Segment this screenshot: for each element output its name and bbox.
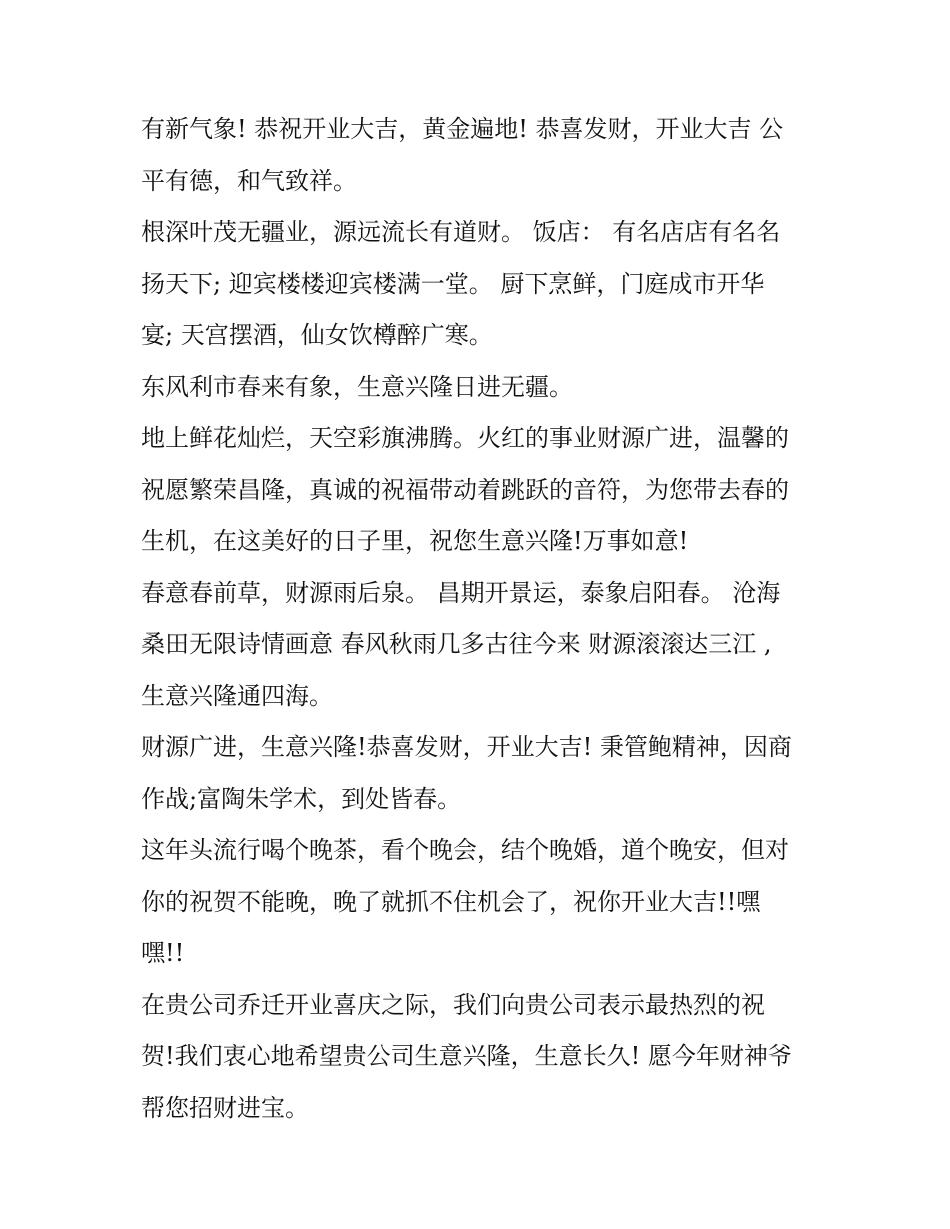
text-line: 宴; 天宫摆酒，仙女饮樽醉广寒。 (141, 321, 493, 349)
text-line: 地上鲜花灿烂，天空彩旗沸腾。火红的事业财源广进，温馨的 (141, 424, 789, 452)
paragraph-3 (141, 362, 821, 414)
text-line: 根深叶茂无疆业，源远流长有道财。 饭店： 有名店店有名名 (141, 218, 781, 246)
text-line: 生机，在这美好的日子里，祝您生意兴隆!万事如意! (141, 527, 689, 555)
text-line: 帮您招财进宝。 (141, 1093, 309, 1122)
text-line: 祝愿繁荣昌隆，真诚的祝福带动着跳跃的音符，为您带去春的 (141, 475, 789, 504)
paragraph-5 (141, 568, 821, 723)
text-line: 春意春前草，财源雨后泉。 昌期开景运，泰象启阳春。 沧海 (141, 578, 781, 607)
text-line: 有新气象! 恭祝开业大吉，黄金遍地! 恭喜发财，开业大吉 公 (141, 115, 784, 143)
text-line: 贺!我们衷心地希望贵公司生意兴隆，生意长久! 愿今年财神爷 (141, 1042, 792, 1070)
text-line: 扬天下; 迎宾楼楼迎宾楼满一堂。 厨下烹鲜，门庭成市开华 (141, 269, 765, 298)
text-line: 作战;富陶朱学术，到处皆春。 (141, 784, 462, 813)
paragraph-6 (141, 722, 821, 825)
text-line: 桑田无限诗情画意 春风秋雨几多古往今来 财源滚滚达三江 , (141, 630, 772, 658)
paragraph-1 (141, 104, 821, 207)
document-body (141, 104, 821, 1134)
text-line: 财源广进，生意兴隆!恭喜发财，开业大吉! 秉管鲍精神，因商 (141, 733, 792, 761)
paragraph-2 (141, 207, 821, 362)
text-line: 这年头流行喝个晚茶，看个晚会，结个晚婚，道个晚安，但对 (141, 836, 789, 864)
text-line: 生意兴隆通四海。 (141, 681, 333, 710)
paragraph-4 (141, 413, 821, 568)
text-line: 你的祝贺不能晚，晚了就抓不住机会了，祝你开业大吉!!嘿 (141, 887, 761, 916)
paragraph-8 (141, 980, 821, 1135)
paragraph-7 (141, 825, 821, 980)
text-line: 东风利市春来有象，生意兴隆日进无疆。 (141, 372, 573, 401)
text-line: 平有德，和气致祥。 (141, 166, 357, 195)
text-line: 嘿!! (141, 939, 185, 967)
text-line: 在贵公司乔迁开业喜庆之际，我们向贵公司表示最热烈的祝 (141, 990, 765, 1019)
